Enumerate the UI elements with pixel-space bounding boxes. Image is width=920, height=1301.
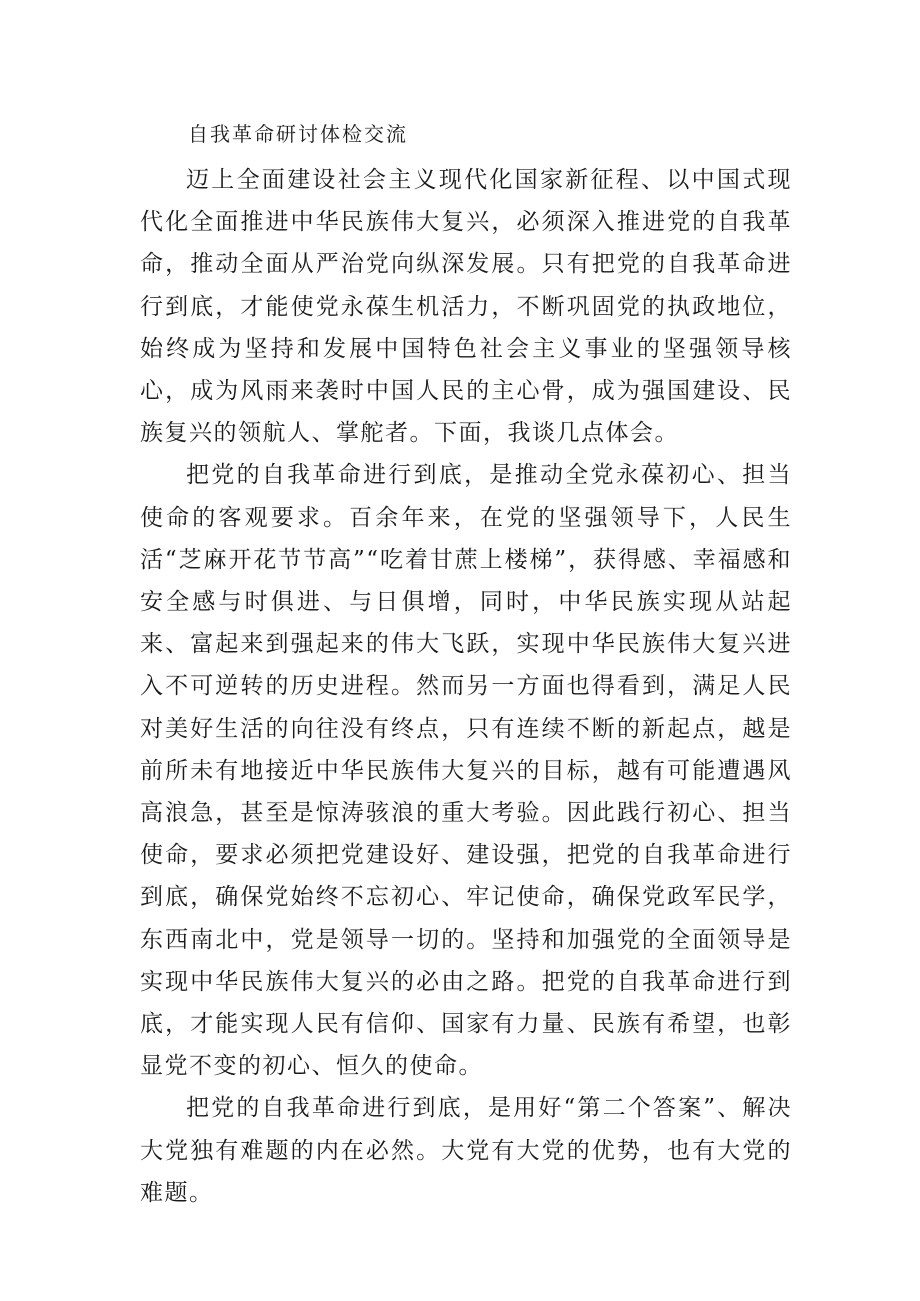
- paragraph-intro: 迈上全面建设社会主义现代化国家新征程、以中国式现代化全面推进中华民族伟大复兴，必须深入推进党的自我革命，推动全面从严治党向纵深发展。只有把党的自我革命进行到底，才能使党永葆生机活力，不断巩固党的执政地位，始终成为坚持和发展中国特色社会主义事业的坚强领导核心，成为风雨来袭时中国人民的主心骨，成为强国建设、民族复兴的领航人、掌舵者。下面，我谈几点体会。: [140, 167, 792, 447]
- document-title: 自我革命研讨体检交流: [188, 122, 408, 146]
- paragraph-original-mission: 把党的自我革命进行到底，是推动全党永葆初心、担当使命的客观要求。百余年来，在党的坚强领导下，人民生活“芝麻开花节节高”“吃着甘蔗上楼梯”，获得感、幸福感和安全感与时俱进、与日俱增，同时，中华民族实现从站起来、富起来到强起来的伟大飞跃，实现中华民族伟大复兴进入不可逆转的历史进程。然而另一方面也得看到，满足人民对美好生活的向往没有终点，只有连续不断的新起点，越是前所未有地接近中华民族伟大复兴的目标，越有可能遭遇风高浪急，甚至是惊涛骇浪的重大考验。因此践行初心、担当使命，要求必须把党建设好、建设强，把党的自我革命进行到底，确保党始终不忘初心、牢记使命，确保党政军民学，东西南北中，党是领导一切的。坚持和加强党的全面领导是实现中华民族伟大复兴的必由之路。把党的自我革命进行到底，才能实现人民有信仰、国家有力量、民族有希望，也彰显党不变的初心、恒久的使命。: [140, 462, 792, 1080]
- document-body: [140, 159, 792, 1214]
- paragraph-second-answer: 把党的自我革命进行到底，是用好“第二个答案”、解决大党独有难题的内在必然。大党有大党的优势，也有大党的难题。: [140, 1095, 792, 1206]
